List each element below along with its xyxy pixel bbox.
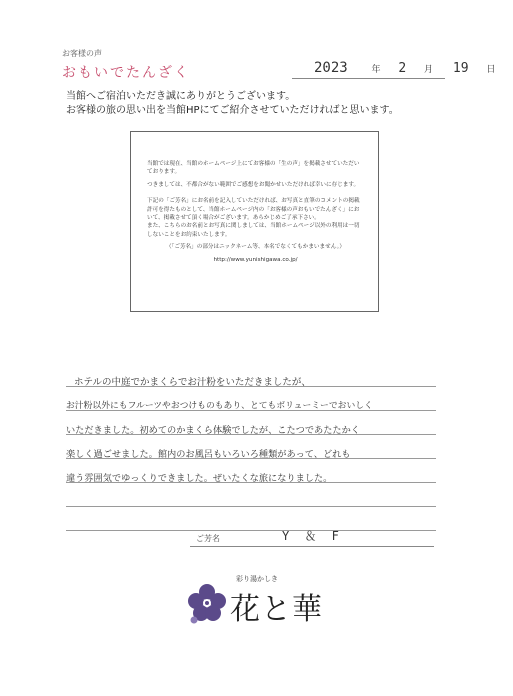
- comment-line-1: ホテルの中庭でかまくらでお汁粉をいただきましたが、: [74, 377, 311, 388]
- notice-paragraph-2: つきましては、不都合がない範囲でご感想をお聞かせいただければ幸いに存じます。: [147, 181, 360, 188]
- form-small-label: お客様の声: [62, 49, 102, 58]
- date-day: 19: [452, 61, 469, 76]
- notice-url: http://www.yunishigawa.co.jp/: [213, 256, 298, 263]
- comment-line-2: お汁粉以外にもフルーツやおつけものもあり、とてもボリューミーでおいしく: [66, 401, 373, 411]
- comment-line-3: いただきました。初めてのかまくら体験でしたが、こたつであたたかく: [66, 425, 360, 436]
- date-month: 2: [398, 61, 407, 76]
- notice-note: （「ご芳名」の部分はニックネーム等、本名でなくてもかまいません。）: [165, 244, 346, 251]
- intro-text: [66, 90, 486, 118]
- logo-subtitle: 彩り湯かしき: [236, 575, 278, 583]
- comment-rule-6: [66, 506, 436, 507]
- comment-line-4: 楽しく過ごせました。館内のお風呂もいろいろ種類があって、どれも: [66, 449, 351, 460]
- form-title: おもいでたんざく: [62, 65, 190, 81]
- comment-rule-7: [66, 530, 436, 531]
- notice-box: [130, 131, 379, 312]
- logo-name: 花と華: [230, 592, 323, 627]
- date-day-unit: 日: [486, 65, 496, 75]
- date-field: [300, 60, 495, 76]
- notice-paragraph-4: また、こちらのお名前とお写真に関しましては、当館ホームページ以外の利用は一切しないことをお約束いたします。: [147, 223, 360, 238]
- signature-underline: [190, 546, 434, 547]
- notice-paragraph-3: 下記の「ご芳名」にお名前を記入していただければ、お写真と直筆のコメントの掲載許可を得たものとして、当館ホームページ内の「お客様の声おもいでたんざく」において、掲載させて頂く場合がございます。あらかじめご了承下さい。: [147, 198, 360, 222]
- comment-line-5: 違う雰囲気でゆっくりできました。ぜいたくな旅になりました。: [66, 473, 333, 484]
- date-year-unit: 年: [371, 65, 381, 75]
- signature-value: Y ＆ F: [282, 529, 343, 543]
- date-month-unit: 月: [424, 65, 434, 75]
- signature-label: ご芳名: [196, 534, 220, 543]
- date-underline: [292, 78, 445, 79]
- flower-logo-icon: [186, 580, 228, 626]
- intro-line-2: お客様の旅の思い出を当館HPにてご紹介させていただければと思います。: [66, 105, 399, 116]
- intro-line-1: 当館へご宿泊いただき誠にありがとうございます。: [66, 91, 296, 102]
- notice-paragraph-1: 当館では現在、当館のホームページ上にてお客様の「生の声」を掲載させていただいております。: [147, 161, 360, 176]
- date-year: 2023: [314, 60, 348, 76]
